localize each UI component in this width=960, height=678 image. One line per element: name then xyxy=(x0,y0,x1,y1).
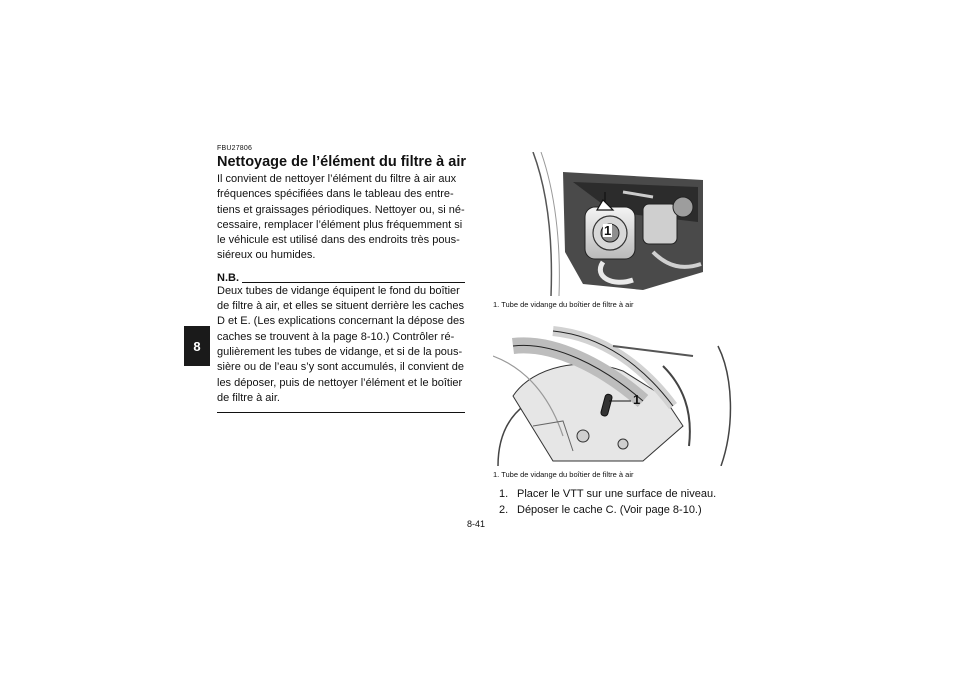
section-code: FBU27806 xyxy=(217,145,253,152)
step-item xyxy=(499,487,716,503)
note-header xyxy=(217,272,465,284)
paragraph-line: siéreux ou humides. xyxy=(217,249,316,262)
step-text: Déposer le cache C. (Voir page 8-10.) xyxy=(517,503,702,516)
step-number: 1. xyxy=(499,488,509,500)
step-text: Placer le VTT sur une surface de niveau. xyxy=(517,488,717,500)
chapter-number: 8 xyxy=(193,338,201,354)
paragraph-line: tiens et graissages périodiques. Nettoyer ou, si né- xyxy=(217,203,465,216)
note-line-text: caches se trouvent à la page 8-10.) Contrôler ré- xyxy=(217,330,455,343)
note-line-text: de filtre à air. xyxy=(217,391,280,404)
note-line-text: les déposer, puis de nettoyer l’élément et le boîtier xyxy=(217,376,463,389)
drain-tube-illustration xyxy=(493,326,739,466)
figure-caption: 1. Tube de vidange du boîtier de filtre à air xyxy=(493,470,634,479)
chapter-tab xyxy=(184,326,210,366)
figure-callout: 1 xyxy=(633,392,641,407)
figure-caption: 1. Tube de vidange du boîtier de filtre à air xyxy=(493,300,634,309)
paragraph-line: cessaire, remplacer l’élément plus fréquemment si xyxy=(217,218,463,231)
note-line-text: D et E. (Les explications concernant la dépose des xyxy=(217,315,465,328)
note-line-text: de filtre à air, et elles se situent derrière les caches xyxy=(217,300,465,313)
figure-airbox-top xyxy=(493,152,706,296)
left-column xyxy=(217,145,465,413)
step-item xyxy=(499,503,716,519)
figure-drain-tube xyxy=(493,326,739,466)
paragraph-line: fréquences spécifiées dans le tableau des entre- xyxy=(217,188,454,201)
page-number: 8-41 xyxy=(467,519,486,529)
paragraph-line: Il convient de nettoyer l’élément du filtre à air aux xyxy=(217,173,457,185)
note-end-rule xyxy=(217,412,465,413)
note-label: N.B. xyxy=(217,271,239,284)
procedure-steps xyxy=(499,487,716,518)
note-body xyxy=(217,284,465,406)
note-line-text: Deux tubes de vidange équipent le fond du boîtier xyxy=(217,284,460,297)
note-rule xyxy=(242,282,465,283)
note-line-text: gulièrement les tubes de vidange, et si de la pous- xyxy=(217,345,463,358)
section-title: Nettoyage de l’élément du filtre à air xyxy=(217,154,466,170)
figure-callout: 1 xyxy=(604,223,612,238)
intro-paragraph xyxy=(217,172,465,264)
note-line-text: sière ou de l’eau s’y sont accumulés, il convient de xyxy=(217,361,465,374)
airbox-illustration xyxy=(493,152,706,296)
paragraph-line: le véhicule est utilisé dans des endroits très pous- xyxy=(217,234,460,247)
step-number: 2. xyxy=(499,503,509,516)
